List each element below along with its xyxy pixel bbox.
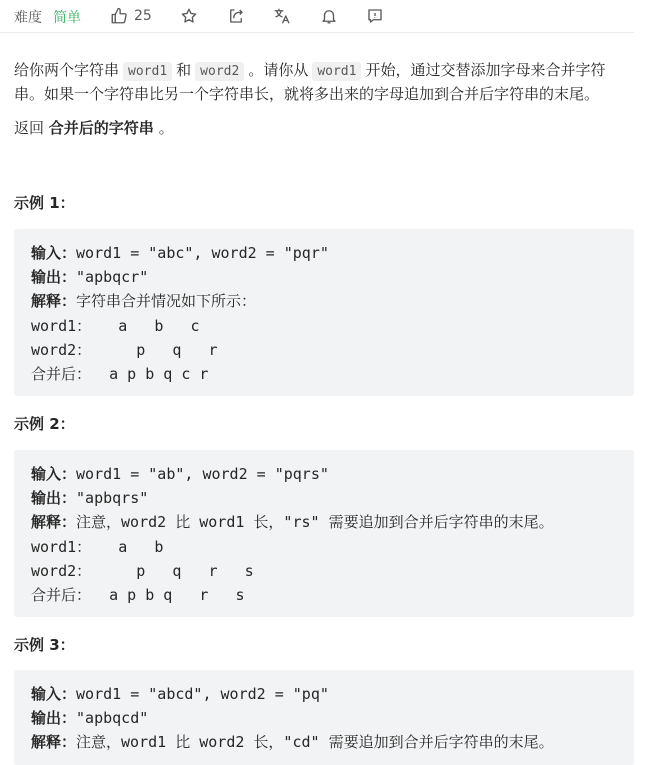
example-block <box>14 670 634 765</box>
desc-text: 串。如果一个字符串比另一个字符串长，就将多出来的字母追加到合并后字符串的末尾。 <box>14 85 600 103</box>
merge-row-word1 <box>31 315 200 336</box>
explain-label: 解释： <box>31 513 77 531</box>
example-output <box>31 707 148 728</box>
notify-button[interactable] <box>320 5 338 27</box>
input-label: 输入： <box>31 685 77 703</box>
input-value: word1 = "abc", word2 = "pqr" <box>76 244 329 262</box>
example-title: 示例 1： <box>14 194 75 212</box>
feedback-icon <box>366 7 384 25</box>
bell-icon <box>320 7 338 25</box>
translate-icon <box>273 7 291 25</box>
input-label: 输入： <box>31 465 77 483</box>
favorite-button[interactable] <box>180 5 198 27</box>
like-count: 25 <box>134 8 152 24</box>
example-output <box>31 266 148 287</box>
desc-text: 。 <box>158 119 174 137</box>
row-value: a p b q r s <box>91 586 245 604</box>
example-input <box>31 463 329 484</box>
row-value: p q r s <box>91 562 254 580</box>
row-label: word2： <box>31 562 92 580</box>
row-value: a b <box>91 538 164 556</box>
row-label: 合并后： <box>31 365 92 383</box>
example-output <box>31 487 148 508</box>
desc-text: 开始，通过交替添加字母来合并字符 <box>365 61 606 79</box>
explain-text: 注意，word2 比 word1 长，"rs" 需要追加到合并后字符串的末尾。 <box>76 513 554 531</box>
example-explanation <box>31 731 554 752</box>
output-value: "apbqcd" <box>76 709 149 727</box>
thumbs-up-icon <box>110 7 128 25</box>
example-input <box>31 242 329 263</box>
output-label: 输出： <box>31 709 77 727</box>
row-value: p q r <box>91 341 218 359</box>
input-value: word1 = "ab", word2 = "pqrs" <box>76 465 329 483</box>
inline-code-word2: word2 <box>195 62 244 81</box>
translate-button[interactable] <box>273 5 291 27</box>
merge-row-word1 <box>31 536 163 557</box>
input-value: word1 = "abcd", word2 = "pq" <box>76 685 329 703</box>
desc-text: 给你两个字符串 <box>14 61 120 79</box>
merge-row-word2 <box>31 339 218 360</box>
input-label: 输入： <box>31 244 77 262</box>
example-title: 示例 3： <box>14 636 75 654</box>
desc-text: 和 <box>176 61 192 79</box>
share-icon <box>227 7 245 25</box>
problem-description <box>14 59 634 106</box>
inline-code-word1: word1 <box>123 62 172 81</box>
output-label: 输出： <box>31 268 77 286</box>
row-value: a b c <box>91 317 200 335</box>
difficulty-label: 难度 <box>14 10 42 26</box>
problem-toolbar <box>0 0 634 33</box>
example-block <box>14 450 634 617</box>
row-label: word1： <box>31 317 92 335</box>
share-button[interactable] <box>227 5 245 27</box>
output-value: "apbqcr" <box>76 268 149 286</box>
row-label: word1： <box>31 538 92 556</box>
merge-row-result <box>31 584 245 605</box>
feedback-button[interactable] <box>366 5 384 27</box>
example-input <box>31 683 329 704</box>
row-label: 合并后： <box>31 586 92 604</box>
explain-text: 字符串合并情况如下所示： <box>76 292 257 310</box>
like-button[interactable] <box>110 5 152 27</box>
example-block <box>14 229 634 396</box>
explain-label: 解释： <box>31 733 77 751</box>
desc-text: 。请你从 <box>248 61 309 79</box>
difficulty-badge: 简单 <box>53 10 81 26</box>
output-label: 输出： <box>31 489 77 507</box>
example-explanation <box>31 511 554 532</box>
star-icon <box>180 7 198 25</box>
merge-row-result <box>31 363 208 384</box>
row-label: word2： <box>31 341 92 359</box>
row-value: a p b q c r <box>91 365 209 383</box>
explain-text: 注意，word1 比 word2 长，"cd" 需要追加到合并后字符串的末尾。 <box>76 733 554 751</box>
explain-label: 解释： <box>31 292 77 310</box>
return-statement <box>14 117 634 140</box>
output-value: "apbqrs" <box>76 489 149 507</box>
example-title: 示例 2： <box>14 415 75 433</box>
desc-text: 返回 <box>14 119 45 137</box>
example-explanation <box>31 290 256 311</box>
return-emphasis: 合并后的字符串 <box>48 119 154 137</box>
merge-row-word2 <box>31 560 254 581</box>
inline-code-word1: word1 <box>312 62 361 81</box>
